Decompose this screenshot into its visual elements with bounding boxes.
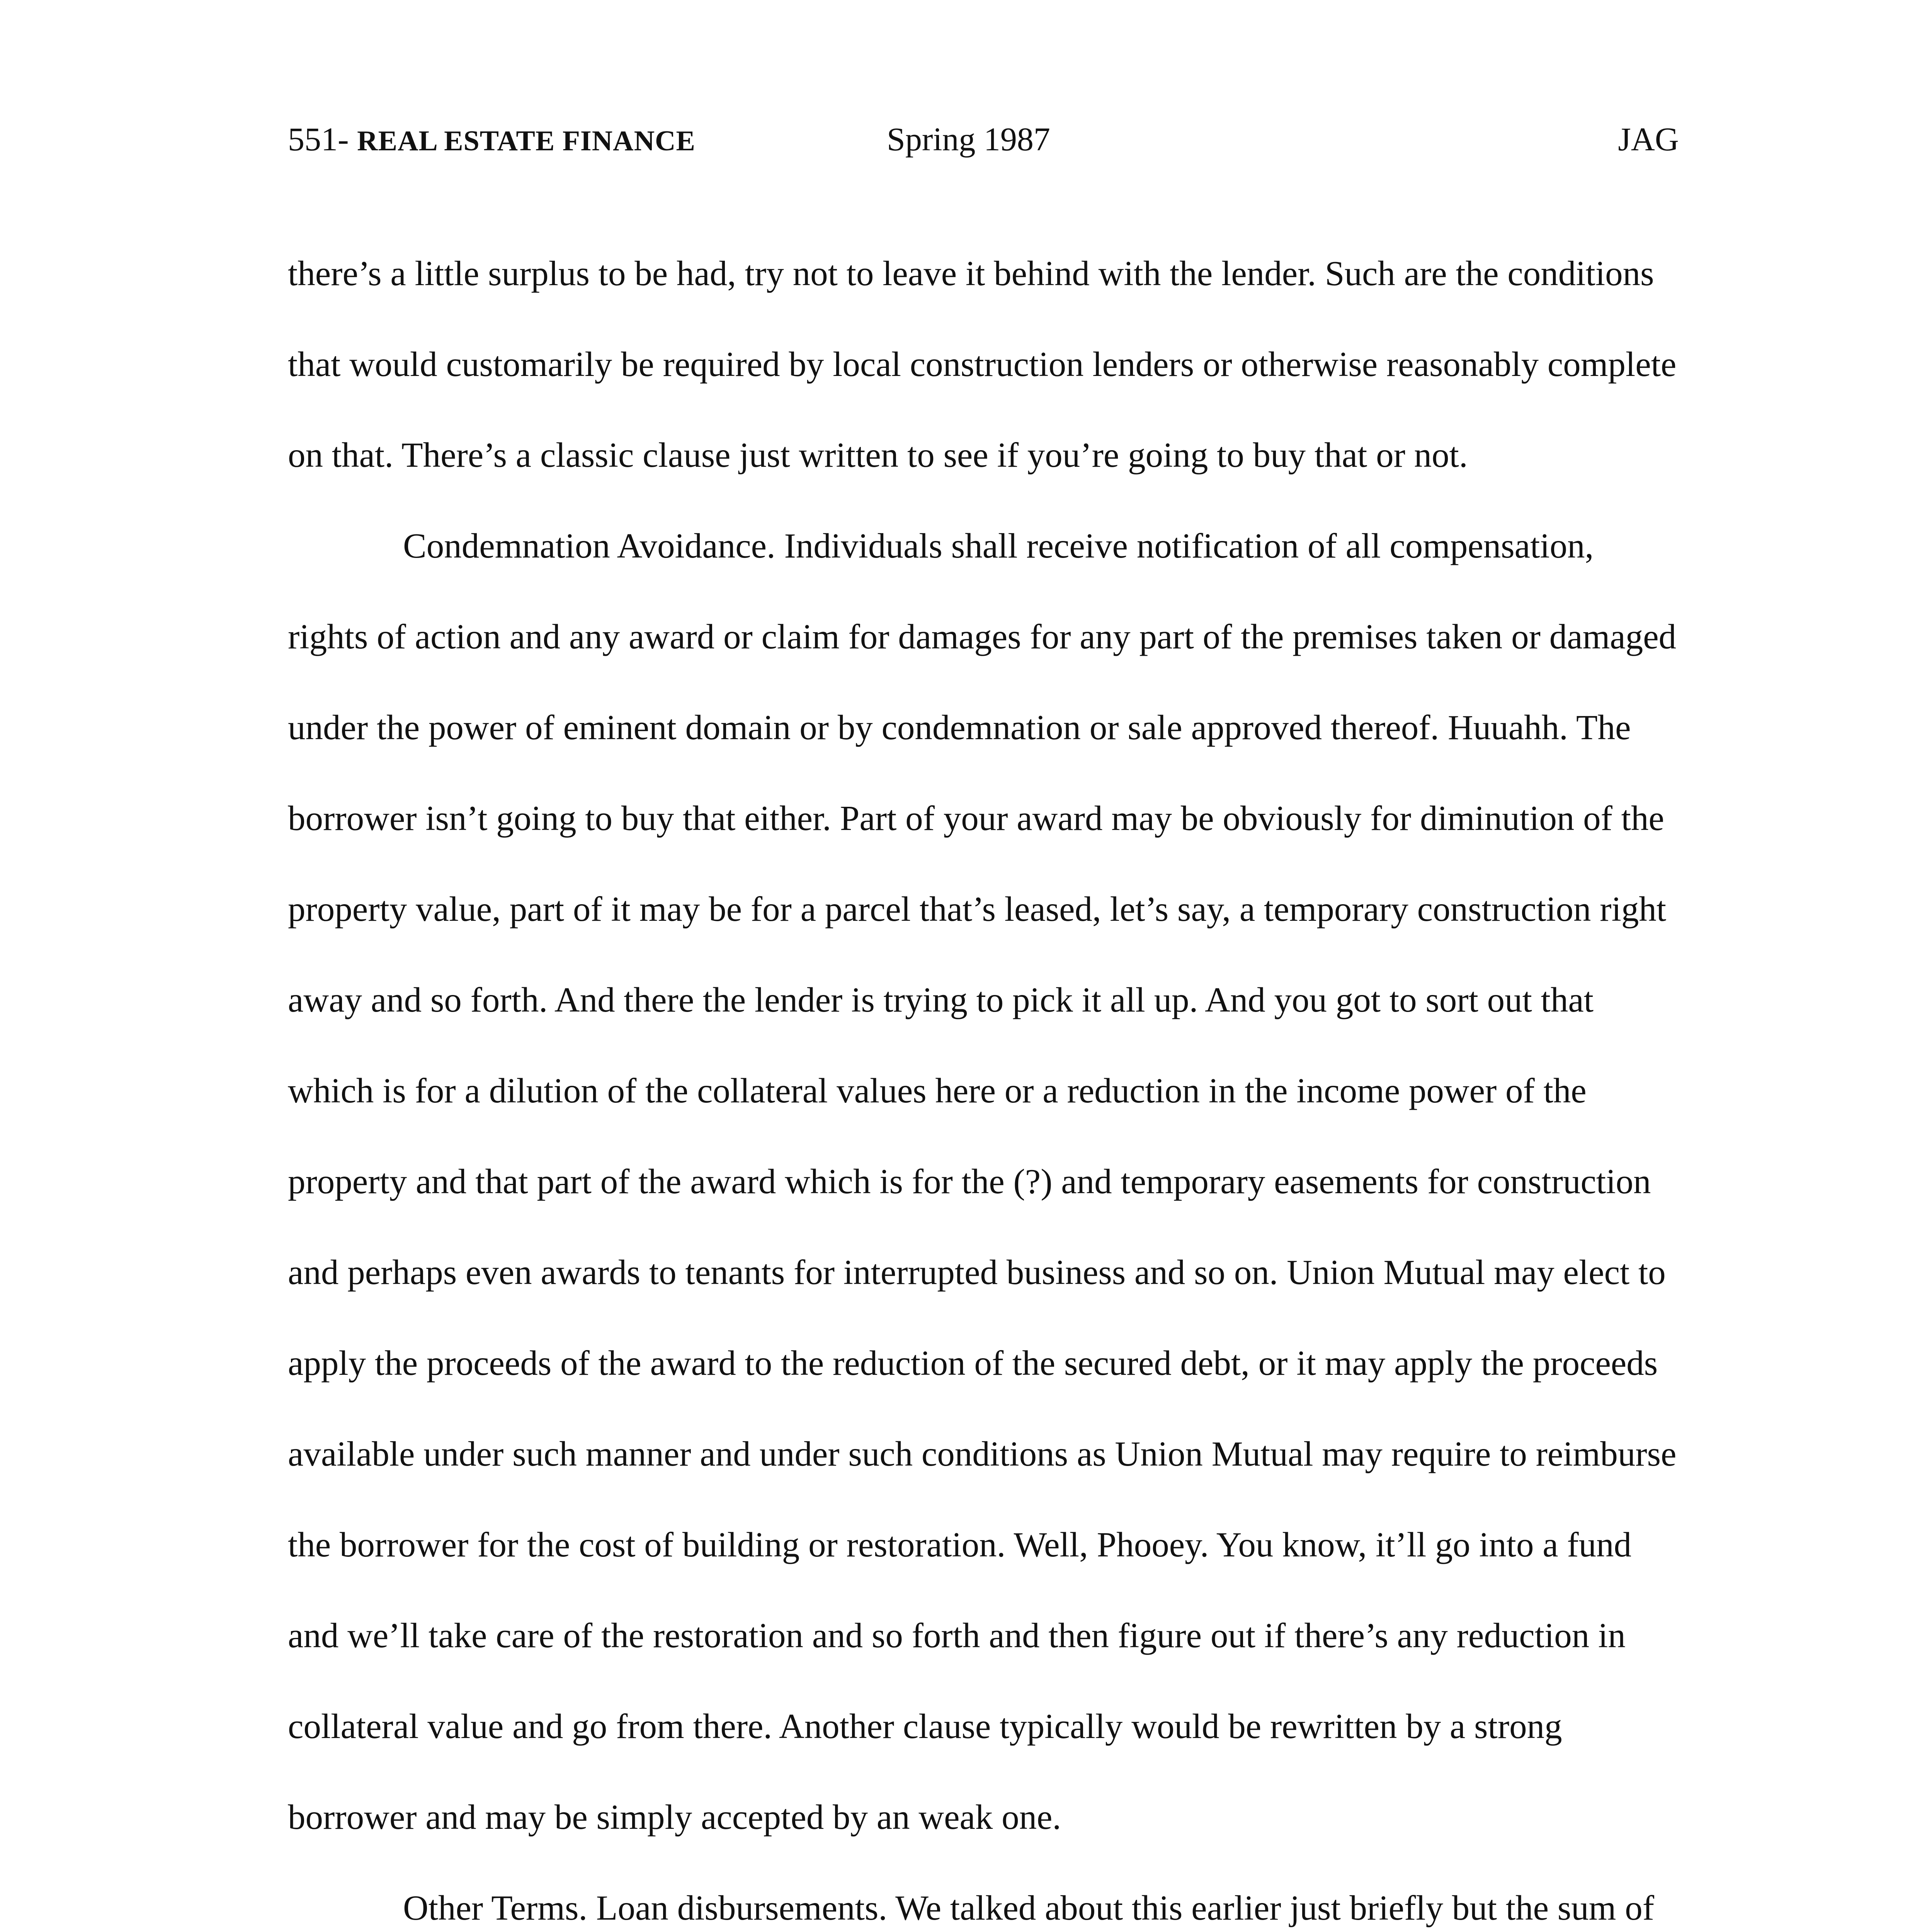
paragraph-continuation: there’s a little surplus to be had, try not to leave it behind with the lender. Such are the conditions that would customarily be required by local construction lenders or otherwise reasonably complete on that. There’s a classic clause just written to see if you’re going to buy that or not. [288, 254, 1677, 474]
transcript-body [288, 228, 1679, 1932]
paragraph-other-terms: Other Terms. Loan disbursements. We talked about this earlier just briefly but the sum of [403, 1888, 1655, 1927]
author-initials: JAG [1618, 121, 1679, 158]
course-title: REAL ESTATE FINANCE [357, 125, 696, 157]
running-header [288, 112, 1679, 166]
paragraph-condemnation-avoidance: Condemnation Avoidance. Individuals shall receive notification of all compensation, rights of action and any award or claim for damages for any part of the premises taken or damaged under the power of eminent domain or by condemnation or sale approved thereof. Huuahh. The borrower isn’t going to buy that either. Part of your award may be obviously for diminution of the property value, part of it may be for a parcel that’s leased, let’s say, a temporary construction right away and so forth. And there the lender is trying to pick it all up. And you got to sort out that which is for a dilution of the collateral values here or a reduction in the income power of the property and that part of the award which is for the (?) and temporary easements for construction and perhaps even awards to tenants for interrupted business and so on. Union Mutual may elect to apply the proceeds of the award to the reduction of the secured debt, or it may apply the proceeds available under such manner and under such conditions as Union Mutual may require to reimburse the borrower for the cost of building or restoration. Well, Phooey. You know, it’ll go into a fund and we’ll take care of the restoration and so forth and then figure out if there’s any reduction in collateral value and go from there. Another clause typically would be rewritten by a strong borrower and may be simply accepted by an weak one. [288, 526, 1677, 1837]
term-label: Spring 1987 [887, 121, 1050, 158]
course-label [288, 112, 696, 168]
course-number: 551- [288, 121, 349, 158]
